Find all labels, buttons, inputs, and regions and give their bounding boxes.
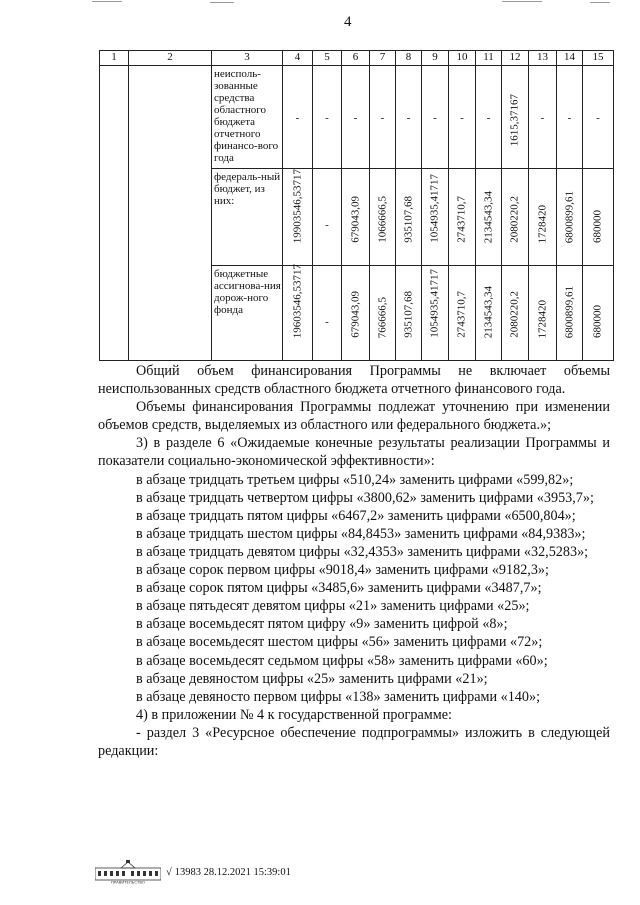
paragraph: - раздел 3 «Ресурсное обеспечение подпрограммы» изложить в следующей редакции: — [98, 724, 610, 759]
header-cell: 9 — [422, 51, 449, 66]
header-cell: 10 — [449, 51, 476, 66]
value-text: 2743710,7 — [455, 196, 468, 243]
empty-cell-col2 — [129, 66, 212, 361]
paragraph: в абзаце тридцать третьем цифры «510,24» заменить цифрами «599,82»; — [136, 471, 574, 488]
header-cell: 6 — [342, 51, 370, 66]
value-cell — [529, 266, 557, 361]
value-text: 1054935,41717 — [428, 269, 441, 338]
value-cell — [370, 266, 396, 361]
paragraph: в абзаце пятьдесят девятом цифры «21» заменить цифрами «25»; — [136, 598, 530, 615]
row-label-road-fund: бюджетные ассигнова-ния дорож-ного фонда — [212, 266, 283, 361]
value-cell — [449, 266, 476, 361]
header-cell: 11 — [476, 51, 502, 66]
paragraph: Объемы финансирования Программы подлежат уточнению при изменении объемов средств, выделяемых из областного или федерального бюджета.»; — [98, 399, 610, 434]
value-text: 1054935,41717 — [428, 174, 441, 243]
value-cell — [342, 266, 370, 361]
value-text: 19603546,53717 — [291, 263, 303, 338]
value-text: 680000 — [591, 305, 604, 338]
value-cell — [342, 169, 370, 266]
scan-speck — [502, 1, 542, 2]
value-cell — [396, 169, 422, 266]
value-cell: - — [313, 266, 342, 361]
value-cell — [583, 169, 614, 266]
government-seal-logo — [95, 860, 161, 884]
value-cell: - — [449, 66, 476, 169]
value-cell — [422, 266, 449, 361]
value-text: 766666,5 — [376, 296, 388, 338]
document-body — [98, 362, 610, 760]
value-text: 2080220,2 — [508, 196, 521, 243]
header-cell: 7 — [370, 51, 396, 66]
value-text: 2134543,34 — [482, 190, 494, 243]
header-cell: 13 — [529, 51, 557, 66]
scan-speck — [210, 2, 234, 3]
header-cell: 15 — [583, 51, 614, 66]
row-label-unused-funds: неисполь-зованные средства областного бюджета отчетного финансо-вого года — [212, 66, 283, 169]
table-row — [100, 66, 614, 169]
value-cell: - — [313, 169, 342, 266]
paragraph: в абзаце восемьдесят пятом цифру «9» заменить цифрой «8»; — [136, 616, 508, 633]
row-label-federal-budget: федераль-ный бюджет, из них: — [212, 169, 283, 266]
value-text: 935107,68 — [402, 196, 414, 243]
value-text: 2134543,34 — [482, 285, 494, 338]
header-cell: 1 — [100, 51, 129, 66]
value-cell — [502, 169, 529, 266]
value-text: 679043,09 — [349, 196, 361, 243]
value-cell — [370, 169, 396, 266]
page-number: 4 — [344, 14, 352, 30]
scan-speck — [92, 1, 122, 2]
value-cell — [283, 263, 313, 361]
registration-number: 13983 28.12.2021 15:39:01 — [174, 867, 291, 878]
paragraph: в абзаце сорок пятом цифры «3485,6» заменить цифрами «3487,7»; — [136, 580, 542, 597]
paragraph: в абзаце тридцать шестом цифры «84,8453» заменить цифрами «84,9383»; — [136, 525, 586, 542]
value-cell — [502, 266, 529, 361]
value-cell: - — [342, 66, 370, 169]
paragraph: 3) в разделе 6 «Ожидаемые конечные результаты реализации Программы и показатели социально-экономической эффективности»: — [98, 435, 610, 470]
value-cell — [557, 266, 583, 361]
value-cell — [583, 266, 614, 361]
paragraph: в абзаце восемьдесят седьмом цифры «58» заменить цифрами «60»; — [136, 652, 548, 669]
value-cell — [396, 266, 422, 361]
value-cell — [529, 169, 557, 266]
paragraph: Общий объем финансирования Программы не включает объемы неиспользованных средств областного бюджета отчетного финансового года. — [98, 363, 610, 398]
value-cell: - — [476, 66, 502, 169]
checkmark-icon: √ — [166, 867, 172, 878]
value-text: 680000 — [591, 210, 604, 243]
scan-speck — [590, 2, 610, 3]
value-text: 6800899,61 — [563, 190, 575, 243]
value-cell — [422, 169, 449, 266]
value-cell: - — [370, 66, 396, 169]
paragraph: в абзаце девяносто первом цифры «138» заменить цифрами «140»; — [136, 688, 541, 705]
header-cell: 5 — [313, 51, 342, 66]
value-cell: - — [313, 66, 342, 169]
value-cell — [476, 266, 502, 361]
paragraph: в абзаце тридцать четвертом цифры «3800,62» заменить цифрами «3953,7»; — [136, 489, 594, 506]
empty-cell-col1 — [100, 66, 129, 361]
financing-table — [99, 50, 614, 361]
header-cell: 3 — [212, 51, 283, 66]
paragraph: в абзаце сорок первом цифры «9018,4» заменить цифрами «9182,3»; — [136, 562, 549, 579]
value-cell: - — [529, 66, 557, 169]
header-cell: 2 — [129, 51, 212, 66]
paragraph: 4) в приложении № 4 к государственной программе: — [136, 706, 452, 723]
value-cell: - — [283, 66, 313, 169]
value-text: 679043,09 — [349, 291, 361, 338]
value-text: 2080220,2 — [508, 291, 521, 338]
header-cell: 12 — [502, 51, 529, 66]
value-cell: - — [422, 66, 449, 169]
value-text: 1728420 — [536, 204, 548, 243]
value-cell: - — [557, 66, 583, 169]
value-text: 1615,37167 — [508, 93, 521, 146]
header-cell: 4 — [283, 51, 313, 66]
value-cell: - — [583, 66, 614, 169]
document-registration-stamp — [166, 867, 291, 878]
value-cell — [502, 66, 529, 169]
value-cell — [557, 169, 583, 266]
value-text: 935107,68 — [402, 291, 414, 338]
value-text: 6800899,61 — [563, 285, 575, 338]
header-cell: 14 — [557, 51, 583, 66]
header-cell: 8 — [396, 51, 422, 66]
value-text: 1066666,5 — [376, 196, 388, 243]
value-cell — [449, 169, 476, 266]
value-cell — [476, 169, 502, 266]
paragraph: в абзаце восемьдесят шестом цифры «56» заменить цифрами «72»; — [136, 634, 543, 651]
value-cell: - — [396, 66, 422, 169]
value-text: 1728420 — [536, 299, 548, 338]
paragraph: в абзаце тридцать девятом цифры «32,4353» заменить цифрами «32,5283»; — [136, 543, 589, 560]
value-text: 2743710,7 — [455, 291, 468, 338]
table-header-row — [100, 51, 614, 66]
paragraph: в абзаце тридцать пятом цифры «6467,2» заменить цифрами «6500,804»; — [136, 507, 576, 524]
logo-caption: ПРАВИТЕЛЬСТВО — [111, 879, 145, 884]
paragraph: в абзаце девяностом цифры «25» заменить цифрами «21»; — [136, 670, 488, 687]
value-cell — [283, 169, 313, 266]
value-text: 19903546,53717 — [291, 168, 303, 243]
